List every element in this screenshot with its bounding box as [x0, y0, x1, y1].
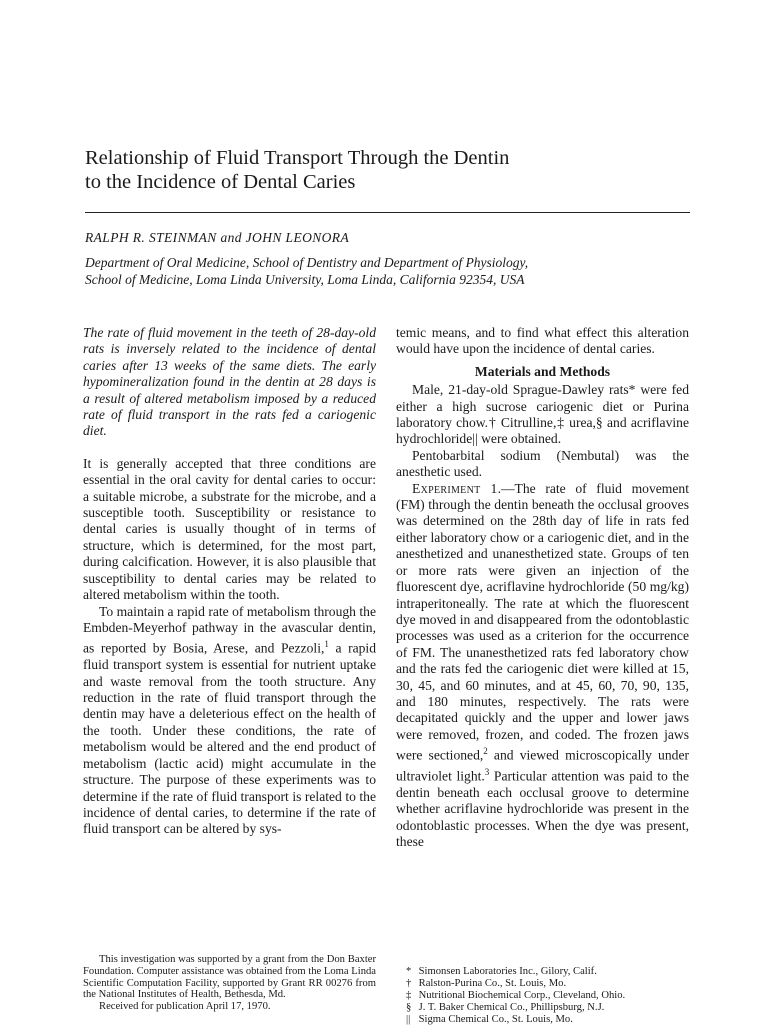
- article-title: [85, 146, 705, 194]
- footnote-text: Nutritional Biochemical Corp., Cleveland, Ohio.: [418, 990, 626, 1001]
- footnote-item: [406, 1014, 696, 1026]
- author-names: RALPH R. STEINMAN and JOHN LEONORA: [85, 230, 350, 245]
- footnote-item: [406, 966, 696, 978]
- author-affiliation: [85, 254, 690, 288]
- section-heading-methods: Materials and Methods: [474, 363, 611, 379]
- footnote-item: [406, 1002, 696, 1014]
- continued-paragraph: temic means, and to find what effect this alteration would have upon the incidence of dental caries.: [396, 325, 689, 357]
- title-rule: [85, 212, 690, 213]
- footnote-symbol: ‡: [406, 990, 412, 1001]
- intro-p2-text-b: a rapid fluid transport system is essential for nutrient uptake and waste removal from the tooth structure. Any reduction in the rate of fluid transport through the dentin may have a deleterious effect on the health of the tooth. Under these conditions, the rate of metabolism would be altered and the end product of metabolism (lactic acid) might accumulate in the structure. The purpose of these experiments was to determine if the rate of fluid transport is related to the incidence of dental caries, to determine if the rate of fluid transport can be altered by sys-: [83, 640, 376, 837]
- intro-p2-text-a: To maintain a rapid rate of metabolism through the Embden-Meyerhof pathway in the avascular dentin, as reported by Bosia, Arese, and Pezzoli,: [83, 603, 376, 656]
- funding-note: This investigation was supported by a grant from the Don Baxter Foundation. Computer assistance was obtained from the Loma Linda Scientific Computation Facility, supported by Grant RR 00276 from the National Institutes of Health, Bethesda, Md.: [83, 954, 376, 1001]
- right-column: [396, 325, 689, 851]
- footnote-symbol: *: [406, 966, 412, 977]
- intro-paragraph-2: [83, 604, 376, 838]
- footnote-text: Simonsen Laboratories Inc., Gilory, Calif.: [418, 966, 597, 977]
- methods-paragraph-2: Pentobarbital sodium (Nembutal) was the anesthetic used.: [396, 447, 689, 480]
- funding-footnote: [83, 954, 376, 1013]
- footnote-symbol: ||: [406, 1014, 411, 1025]
- experiment-text-c: Particular attention was paid to the dentin beneath each occlusal groove to determine whether acriflavine hydrochloride was present in the odontoblastic processes. When the dye was present, these: [396, 768, 689, 850]
- footnote-text: Ralston-Purina Co., St. Louis, Mo.: [418, 978, 567, 989]
- experiment-text-b: and viewed microscopically under ultraviolet light.: [396, 747, 690, 784]
- experiment-1-label: Experiment 1: [412, 480, 498, 496]
- title-line-2: to the Incidence of Dental Caries: [85, 171, 356, 193]
- footnote-text: Sigma Chemical Co., St. Louis, Mo.: [418, 1014, 573, 1025]
- reference-1: 1: [324, 639, 329, 650]
- reference-2: 2: [483, 746, 488, 757]
- affiliation-line-2: School of Medicine, Loma Linda University, Loma Linda, California 92354, USA: [85, 272, 525, 287]
- footnote-symbol: †: [406, 978, 412, 989]
- footnote-item: [406, 990, 696, 1002]
- footnote-symbol: §: [406, 1002, 412, 1013]
- reference-3: 3: [484, 767, 490, 778]
- affiliation-line-1: Department of Oral Medicine, School of Dentistry and Department of Physiology,: [85, 255, 529, 270]
- intro-paragraph-1: It is generally accepted that three conditions are essential in the oral cavity for dental caries to occur: a suitable microbe, a substrate for the microbe, and a susceptible tooth. Susceptibility or resistance to dental caries is usually thought of in terms of structure, which is determined, for the most part, during calcification. However, it is also plausible that susceptibility to dental caries may be related to altered metabolism within the tooth.: [83, 455, 376, 603]
- experiment-text-a: .—The rate of fluid movement (FM) through the dentin beneath the occlusal grooves was determined on the 28th day of life in rats fed either laboratory chow or a cariogenic diet, and in the anesthetized and unanesthetized state. Groups of ten or more rats were given an injection of the fluorescent dye, acriflavine hydrochloride (50 mg/kg) intraperitoneally. The rate at which the fluorescent dye moved in and disappeared from the odontoblastic processes was used as a criterion for the occurrence of FM. The unanesthetized rats fed laboratory chow and the rats fed the cariogenic diet were killed at 15, 30, 45, and 60 minutes, and at 45, 60, 70, 90, 135, and 180 minutes, respectively. The rats were decapitated quickly and the upper and lower jaws were removed, frozen, and coded. The frozen jaws were sectioned,: [396, 480, 689, 763]
- experiment-1-paragraph: [396, 481, 689, 851]
- footnote-text: J. T. Baker Chemical Co., Phillipsburg, N.J.: [418, 1002, 605, 1013]
- title-line-1: Relationship of Fluid Transport Through the Dentin: [85, 147, 510, 169]
- footnote-item: [406, 978, 696, 990]
- received-date: Received for publication April 17, 1970.: [99, 1001, 271, 1013]
- left-column: [83, 325, 376, 838]
- supplier-footnotes: [406, 966, 696, 1026]
- abstract: The rate of fluid movement in the teeth of 28-day-old rats is inversely related to the incidence of dental caries after 13 weeks of the same diets. The early hypomineralization found in the dentin at 28 days is a result of altered metabolism imposed by a reduced rate of fluid transport in the rats fed a cariogenic diet.: [83, 325, 376, 439]
- methods-paragraph-1: Male, 21-day-old Sprague-Dawley rats* were fed either a high sucrose cariogenic diet or Purina laboratory chow.† Citrulline,‡ urea,§ and acriflavine hydrochloride|| were obtained.: [396, 382, 689, 447]
